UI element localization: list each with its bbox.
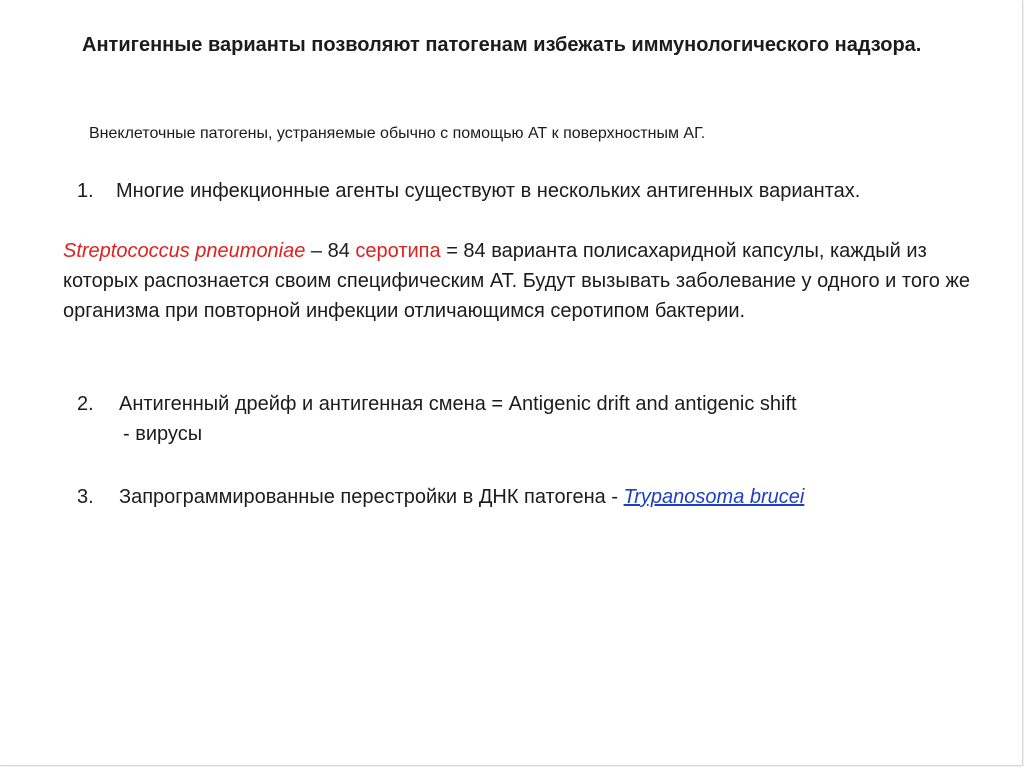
slide-subtitle: Внеклеточные патогены, устраняемые обычно с помощью АТ к поверхностным АГ. (89, 125, 706, 142)
streptococcus-paragraph (63, 236, 983, 326)
list-text-3: Запрограммированные перестройки в ДНК патогена - (119, 486, 624, 508)
list-item-3 (77, 482, 977, 512)
slide-title: Антигенные варианты позволяют патогенам избежать иммунологического надзора. (82, 34, 922, 56)
list-item-1 (77, 176, 957, 206)
trypanosoma-link[interactable]: Trypanosoma brucei (623, 486, 805, 508)
serotype-word: серотипа (355, 240, 441, 262)
list-text-1: Многие инфекционные агенты существуют в нескольких антигенных вариантах. (116, 180, 861, 202)
paragraph-rest: = 84 варианта полисахаридной капсулы, каждый из которых распознается своим специфическим АТ. Будут вызывать заболевание у одного и того же организма при повторной инфекции отличающимся серотипом бактерии. (63, 240, 970, 322)
list-number-2: 2. (77, 393, 94, 415)
serotype-count: – 84 (305, 240, 356, 262)
species-name: Streptococcus pneumoniae (63, 240, 306, 262)
list-text-2-continuation: - вирусы (123, 423, 203, 445)
list-item-2 (77, 389, 977, 449)
list-text-2: Антигенный дрейф и антигенная смена = Antigenic drift and antigenic shift (119, 393, 797, 415)
list-number-1: 1. (77, 180, 94, 202)
list-number-3: 3. (77, 486, 94, 508)
